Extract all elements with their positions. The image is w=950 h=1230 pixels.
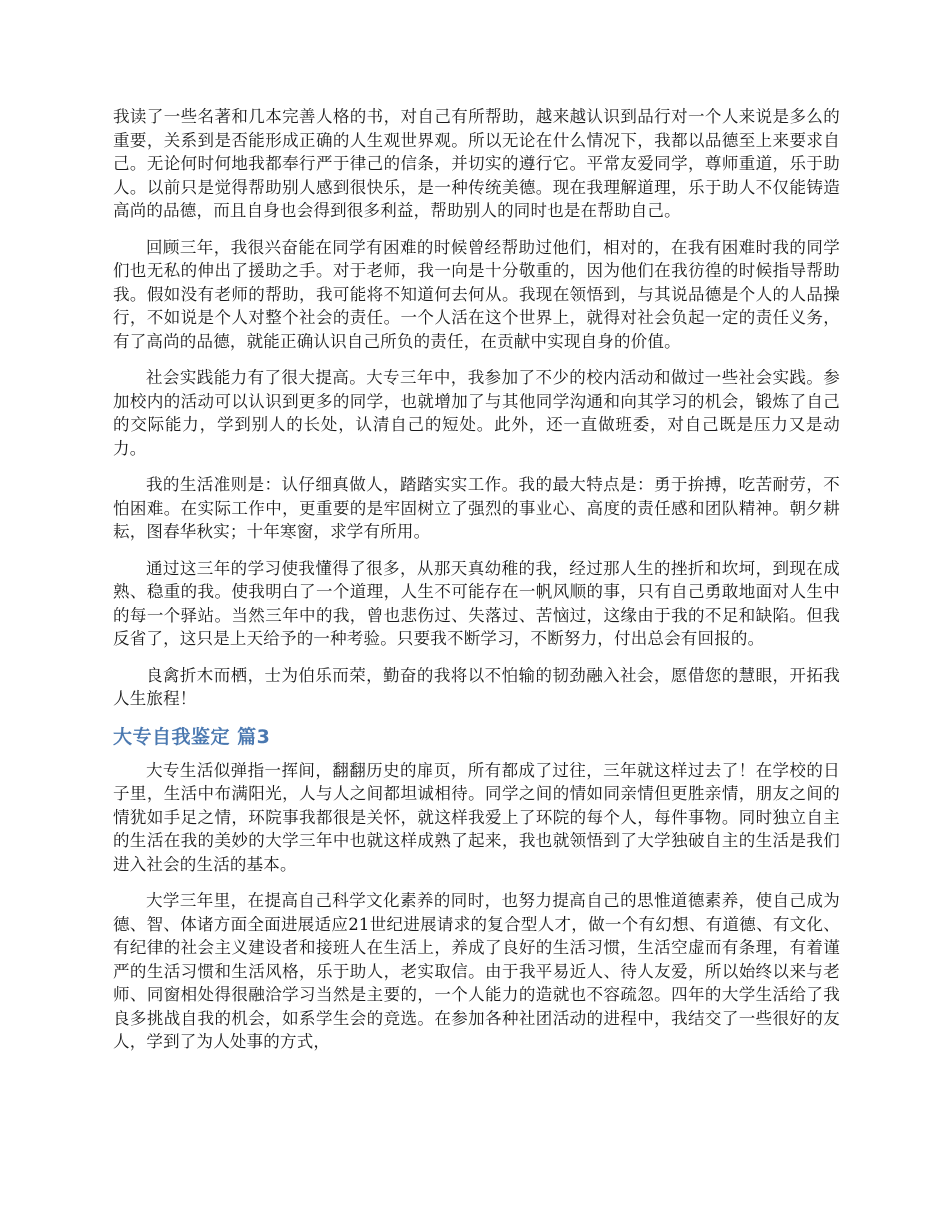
paragraph: 大学三年里，在提高自己科学文化素养的同时，也努力提高自己的思惟道德素养，使自己成为德、智、体诸方面全面进展适应21世纪进展请求的复合型人才，做一个有幻想、有道德、有文化、有纪律的社会主义建设者和接班人在生活上，养成了良好的生活习惯，生活空虚而有条理，有着谨严的生活习惯和生活风格，乐于助人，老实取信。由于我平易近人、待人友爱，所以始终以来与老师、同窗相处得很融洽学习当然是主要的，一个人能力的造就也不容疏忽。四年的大学生活给了我良多挑战自我的机会，如系学生会的竞选。在参加各种社团活动的进程中，我结交了一些很好的友人，学到了为人处事的方式， — [113, 891, 840, 1051]
paragraph: 良禽折木而栖，士为伯乐而荣，勤奋的我将以不怕输的韧劲融入社会，愿借您的慧眼，开拓我人生旅程！ — [113, 665, 840, 708]
section-heading: 大专自我鉴定 篇3 — [113, 725, 271, 748]
paragraph: 我的生活准则是：认仔细真做人，踏踏实实工作。我的最大特点是：勇于拚搏，吃苦耐劳，不怕困难。在实际工作中，更重要的是牢固树立了强烈的事业心、高度的责任感和团队精神。朝夕耕耘，图春华秋实；十年寒窗，求学有所用。 — [113, 475, 840, 541]
paragraph: 社会实践能力有了很大提高。大专三年中，我参加了不少的校内活动和做过一些社会实践。参加校内的活动可以认识到更多的同学，也就增加了与其他同学沟通和向其学习的机会，锻炼了自己的交际能力，学到别人的长处，认清自己的短处。此外，还一直做班委，对自己既是压力又是动力。 — [113, 368, 840, 458]
paragraph: 通过这三年的学习使我懂得了很多，从那天真幼稚的我，经过那人生的挫折和坎坷，到现在成熟、稳重的我。使我明白了一个道理，人生不可能存在一帆风顺的事，只有自己勇敢地面对人生中的每一个驿站。当然三年中的我，曾也悲伤过、失落过、苦恼过，这缘由于我的不足和缺陷。但我反省了，这只是上天给予的一种考验。只要我不断学习，不断努力，付出总会有回报的。 — [113, 558, 840, 648]
paragraph: 回顾三年，我很兴奋能在同学有困难的时候曾经帮助过他们，相对的，在我有困难时我的同学们也无私的伸出了援助之手。对于老师，我一向是十分敬重的，因为他们在我彷徨的时候指导帮助我。假如没有老师的帮助，我可能将不知道何去何从。我现在领悟到，与其说品德是个人的人品操行，不如说是个人对整个社会的责任。一个人活在这个世界上，就得对社会负起一定的责任义务，有了高尚的品德，就能正确认识自己所负的责任，在贡献中实现自身的价值。 — [113, 237, 840, 351]
paragraph: 大专生活似弹指一挥间，翻翻历史的扉页，所有都成了过往，三年就这样过去了！在学校的日子里，生活中布满阳光，人与人之间都坦诚相待。同学之间的情如同亲情但更胜亲情，朋友之间的情犹如手足之情，环院事我都很是关怀，就这样我爱上了环院的每个人，每件事物。同时独立自主的生活在我的美妙的大学三年中也就这样成熟了起来，我也就领悟到了大学独破自主的生活是我们进入社会的生活的基本。 — [113, 760, 840, 874]
paragraph: 我读了一些名著和几本完善人格的书，对自己有所帮助，越来越认识到品行对一个人来说是多么的重要，关系到是否能形成正确的人生观世界观。所以无论在什么情况下，我都以品德至上来要求自己。无论何时何地我都奉行严于律己的信条，并切实的遵行它。平常友爱同学，尊师重道，乐于助人。以前只是觉得帮助别人感到很快乐，是一种传统美德。现在我理解道理，乐于助人不仅能铸造高尚的品德，而且自身也会得到很多利益，帮助别人的同时也是在帮助自己。 — [113, 107, 840, 220]
document-page — [113, 105, 840, 1067]
